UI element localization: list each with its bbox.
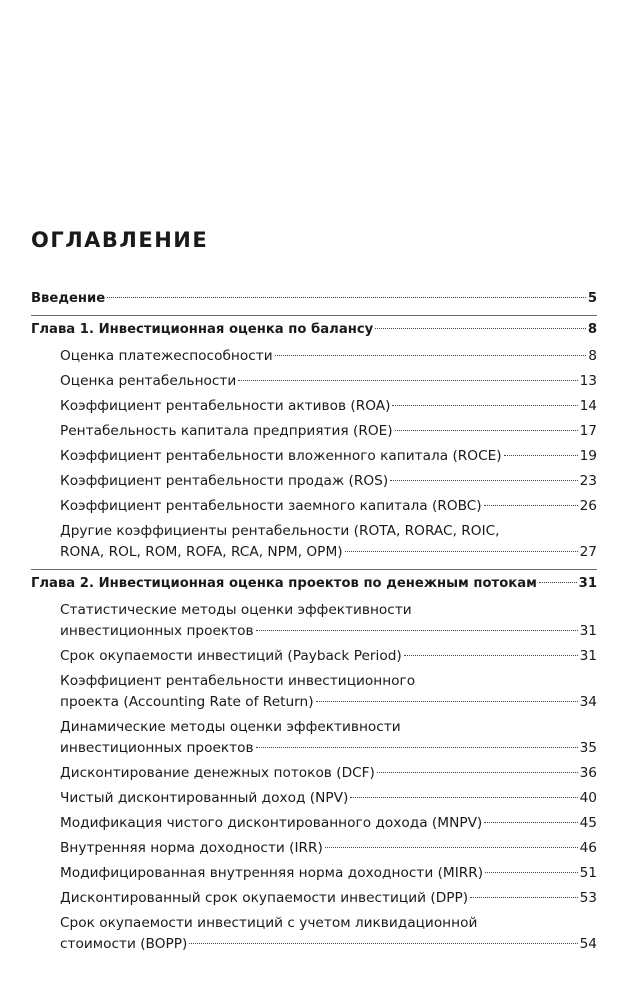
dot-leader xyxy=(107,297,586,298)
toc-section-entry[interactable] xyxy=(31,600,597,642)
page-number: 14 xyxy=(579,398,597,414)
toc-section-entry[interactable] xyxy=(31,671,597,713)
dot-leader xyxy=(485,872,577,873)
toc-entry-title-line: Дисконтированный срок окупаемости инвестиций (DPP) xyxy=(60,890,469,906)
toc-section-entry[interactable] xyxy=(31,371,597,392)
toc-entry-title-line: инвестиционных проектов xyxy=(60,740,254,756)
toc-section-entry[interactable] xyxy=(31,863,597,884)
toc-entry-title-line: Введение xyxy=(31,291,106,306)
dot-leader xyxy=(395,430,578,431)
page-number: 19 xyxy=(579,448,597,464)
toc-entry-title-line: Другие коэффициенты рентабельности (ROTA, RORAC, ROIC, xyxy=(60,523,500,539)
dot-leader xyxy=(392,405,577,406)
page-number: 23 xyxy=(579,473,597,489)
dot-leader xyxy=(316,701,578,702)
toc-entry-title-line: Статистические методы оценки эффективности xyxy=(60,602,412,618)
page-number: 8 xyxy=(588,348,597,364)
page-number: 31 xyxy=(578,576,597,591)
dot-leader xyxy=(375,328,586,329)
page-number: 13 xyxy=(579,373,597,389)
dot-leader xyxy=(504,455,578,456)
dot-leader xyxy=(256,747,578,748)
toc-entry-title-line: Оценка платежеспособности xyxy=(60,348,273,364)
toc-entry-title-line: инвестиционных проектов xyxy=(60,623,254,639)
toc-entry-title-line: Дисконтирование денежных потоков (DCF) xyxy=(60,765,375,781)
toc-section-entry[interactable] xyxy=(31,421,597,442)
toc-entry-title-line: Коэффициент рентабельности инвестиционного xyxy=(60,673,416,689)
toc-entry-title-line: Динамические методы оценки эффективности xyxy=(60,719,401,735)
toc-entry-title-line: Модифицированная внутренняя норма доходности (MIRR) xyxy=(60,865,484,881)
toc-section-entry[interactable] xyxy=(31,763,597,784)
dot-leader xyxy=(484,822,577,823)
dot-leader xyxy=(404,655,578,656)
dot-leader xyxy=(377,772,578,773)
page-number: 27 xyxy=(579,544,597,560)
page-number: 40 xyxy=(579,790,597,806)
page-number: 8 xyxy=(587,322,597,337)
toc-section-entry[interactable] xyxy=(31,446,597,467)
toc-entry-title-line: Оценка рентабельности xyxy=(60,373,237,389)
toc-section-entry[interactable] xyxy=(31,888,597,909)
dot-leader xyxy=(484,505,578,506)
page-number: 5 xyxy=(587,291,597,306)
toc-entry-title-line: Коэффициент рентабельности заемного капитала (ROBC) xyxy=(60,498,482,514)
page-number: 51 xyxy=(579,865,597,881)
toc-entry-title-line: Рентабельность капитала предприятия (ROE) xyxy=(60,423,393,439)
dot-leader xyxy=(189,943,577,944)
toc-section-entry[interactable] xyxy=(31,913,597,955)
toc-section-entry[interactable] xyxy=(31,813,597,834)
toc-entry-title-line: Чистый дисконтированный доход (NPV) xyxy=(60,790,349,806)
page-number: 17 xyxy=(579,423,597,439)
page-number: 53 xyxy=(579,890,597,906)
section-divider xyxy=(31,569,597,570)
toc-entry-title-line: Срок окупаемости инвестиций (Payback Period) xyxy=(60,648,402,664)
toc-section-entry[interactable] xyxy=(31,396,597,417)
dot-leader xyxy=(275,355,587,356)
toc-entry-title-line: Модификация чистого дисконтированного дохода (MNPV) xyxy=(60,815,483,831)
toc-chapter-entry[interactable] xyxy=(31,288,597,309)
toc-chapter-entry[interactable] xyxy=(31,319,597,340)
page-number: 31 xyxy=(579,648,597,664)
toc-entry-title-line: Глава 1. Инвестиционная оценка по балансу xyxy=(31,322,374,337)
page-number: 45 xyxy=(579,815,597,831)
toc-section-entry[interactable] xyxy=(31,646,597,667)
toc-section-entry[interactable] xyxy=(31,346,597,367)
page-number: 34 xyxy=(579,694,597,710)
dot-leader xyxy=(256,630,578,631)
toc-entry-title-line: Коэффициент рентабельности активов (ROA) xyxy=(60,398,391,414)
page-number: 46 xyxy=(579,840,597,856)
page-title: ОГЛАВЛЕНИЕ xyxy=(31,228,209,252)
dot-leader xyxy=(345,551,578,552)
page-number: 35 xyxy=(579,740,597,756)
page-number: 36 xyxy=(579,765,597,781)
toc-entry-title-line: Коэффициент рентабельности продаж (ROS) xyxy=(60,473,389,489)
toc-section-entry[interactable] xyxy=(31,788,597,809)
toc-section-entry[interactable] xyxy=(31,838,597,859)
dot-leader xyxy=(470,897,577,898)
dot-leader xyxy=(539,582,577,583)
dot-leader xyxy=(390,480,577,481)
toc-entry-title-line: Глава 2. Инвестиционная оценка проектов по денежным потокам xyxy=(31,576,537,591)
toc-entry-title-line: Внутренняя норма доходности (IRR) xyxy=(60,840,323,856)
section-divider xyxy=(31,315,597,316)
dot-leader xyxy=(325,847,578,848)
page-number: 54 xyxy=(579,936,597,952)
toc-entry-title-line: стоимости (BOPP) xyxy=(60,936,188,952)
toc-chapter-entry[interactable] xyxy=(31,573,597,594)
page-number: 26 xyxy=(579,498,597,514)
toc-section-entry[interactable] xyxy=(31,521,597,563)
toc-entry-title-line: RONA, ROL, ROM, ROFA, RCA, NPM, OPM) xyxy=(60,544,343,560)
toc-section-entry[interactable] xyxy=(31,496,597,517)
toc-section-entry[interactable] xyxy=(31,717,597,759)
toc-entry-title-line: Коэффициент рентабельности вложенного капитала (ROCE) xyxy=(60,448,502,464)
dot-leader xyxy=(238,380,577,381)
toc-section-entry[interactable] xyxy=(31,471,597,492)
table-of-contents xyxy=(31,288,597,959)
dot-leader xyxy=(350,797,577,798)
toc-entry-title-line: проекта (Accounting Rate of Return) xyxy=(60,694,314,710)
toc-entry-title-line: Срок окупаемости инвестиций с учетом ликвидационной xyxy=(60,915,478,931)
page-number: 31 xyxy=(579,623,597,639)
